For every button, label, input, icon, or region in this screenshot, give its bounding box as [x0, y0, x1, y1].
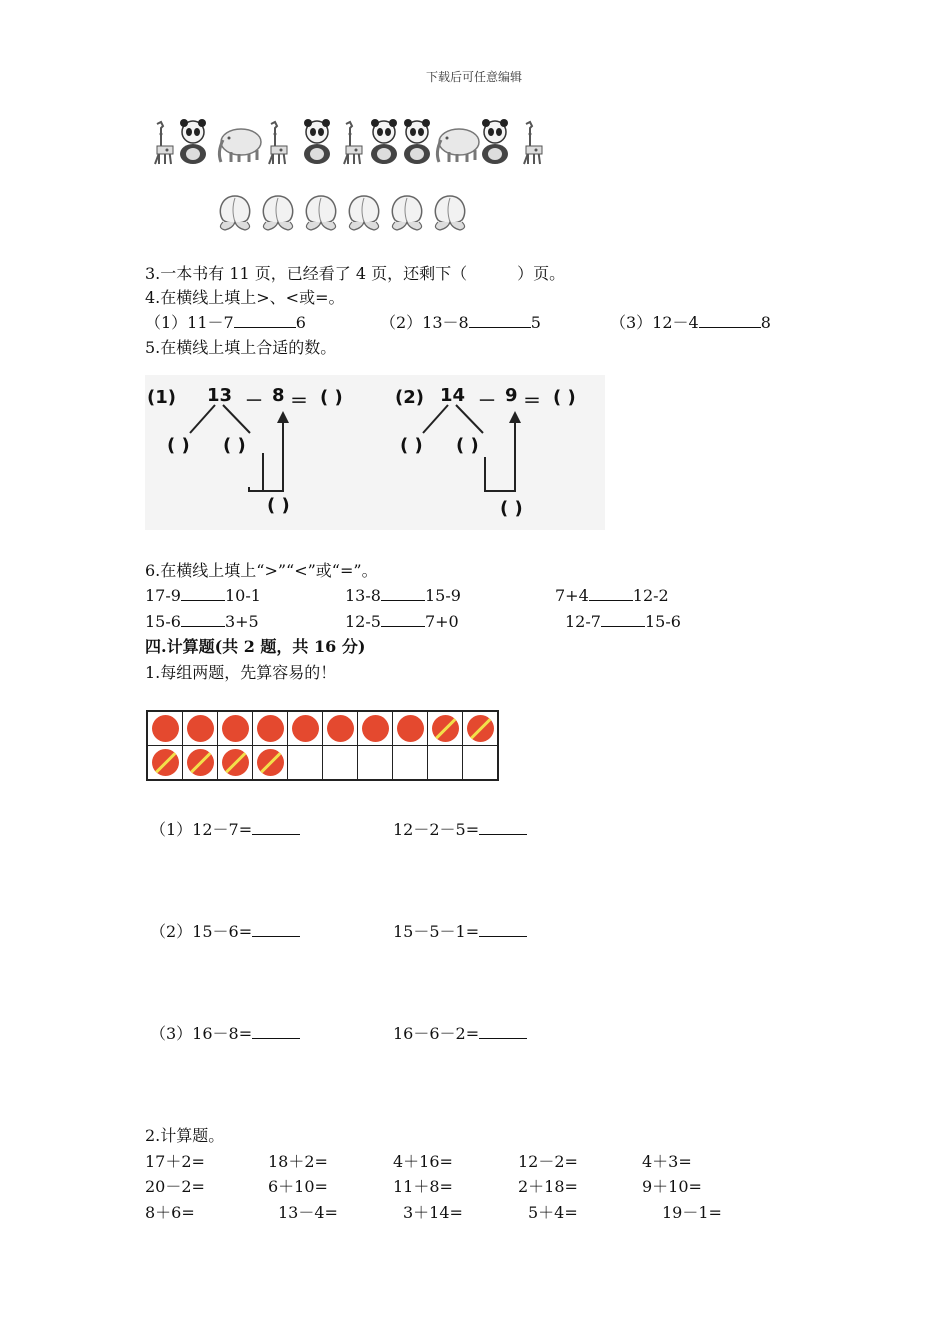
answer-blank[interactable]	[252, 1024, 300, 1039]
calc-item: 6＋10=	[268, 1177, 328, 1196]
peach-row	[215, 192, 475, 234]
calc-problem: 12－2－5=	[393, 820, 527, 840]
grid-cell	[463, 746, 499, 781]
grid-cell	[323, 746, 358, 781]
grid-cell	[183, 746, 218, 781]
page-header: 下载后可任意编辑	[426, 70, 523, 84]
comparison-item: 12-7 15-6	[565, 612, 681, 631]
section-4-title: 四.计算题(共 2 题，共 16 分)	[145, 637, 366, 656]
panda-icon	[371, 119, 397, 164]
grid-cell	[358, 711, 393, 746]
answer-blank[interactable]	[469, 313, 531, 328]
elephant-icon	[437, 129, 479, 162]
calc-item: 17＋2=	[145, 1152, 205, 1171]
diagram-label-2: (2)	[395, 387, 424, 408]
calc-item: 11＋8=	[393, 1177, 453, 1196]
grid-cell	[288, 746, 323, 781]
peach-icon	[392, 196, 421, 230]
answer-blank[interactable]	[479, 1024, 527, 1039]
calc-problem: （3）16－8=	[150, 1024, 300, 1044]
animal-illustration	[145, 118, 550, 168]
comparison-item: 13-8 15-9	[345, 586, 461, 605]
calc-item: 3＋14=	[403, 1203, 463, 1222]
calc-1-title: 1.每组两题，先算容易的！	[145, 663, 337, 682]
grid-cell	[147, 746, 183, 781]
grid-cell	[463, 711, 499, 746]
giraffe-icon	[155, 122, 173, 164]
diagram-result-blank-1[interactable]: ( )	[320, 387, 343, 408]
answer-blank[interactable]	[589, 586, 633, 601]
grid-cell	[218, 711, 253, 746]
elephant-icon	[219, 129, 261, 162]
question-4-item-2: （2）13－8 5	[380, 313, 541, 332]
question-3-text: 3.一本书有 11 页，已经看了 4 页，还剩下（	[145, 264, 468, 283]
giraffe-icon	[524, 122, 542, 164]
diagram-label-1: (1)	[147, 387, 176, 408]
peach-icon	[220, 196, 249, 230]
grid-cell	[393, 711, 428, 746]
diagram-operator-2: －	[478, 391, 496, 412]
animal-row	[145, 118, 550, 168]
grid-cell	[323, 711, 358, 746]
grid-cell	[393, 746, 428, 781]
crossed-counter-icon	[432, 715, 459, 742]
calc-problem: 15－5－1=	[393, 922, 527, 942]
answer-blank[interactable]	[234, 313, 296, 328]
giraffe-icon	[269, 122, 287, 164]
question-3-suffix: ）页。	[517, 264, 566, 283]
grid-cell	[358, 746, 393, 781]
calc-item: 20－2=	[145, 1177, 205, 1196]
answer-blank[interactable]	[381, 612, 425, 627]
question-4-item-1: （1）11－7 6	[145, 313, 306, 332]
counter-icon	[187, 715, 214, 742]
answer-blank[interactable]	[252, 820, 300, 835]
panda-icon	[304, 119, 330, 164]
diagram-minuend-2: 14	[440, 385, 466, 406]
grid-cell	[253, 746, 288, 781]
answer-blank[interactable]	[252, 922, 300, 937]
answer-blank[interactable]	[601, 612, 645, 627]
peach-illustration	[215, 192, 475, 234]
panda-icon	[180, 119, 206, 164]
diagram-operator-1: －	[245, 391, 263, 412]
calc-item: 13－4=	[278, 1203, 338, 1222]
comparison-item: 12-5 7+0	[345, 612, 459, 631]
diagram-subtrahend-1: 8	[272, 385, 285, 406]
grid-cell	[218, 746, 253, 781]
question-6-title: 6.在横线上填上“>”“<”或“=”。	[145, 561, 378, 580]
diagram-subtrahend-2: 9	[505, 385, 518, 406]
grid-cell	[428, 746, 463, 781]
calc-problem: （1）12－7=	[150, 820, 300, 840]
diagram-equals-2: ＝	[523, 391, 541, 412]
decomposition-diagram	[145, 375, 605, 530]
diagram-split-blank[interactable]: ( )	[456, 435, 479, 456]
counter-icon	[152, 715, 179, 742]
diagram-lines	[145, 375, 605, 530]
diagram-split-blank[interactable]: ( )	[400, 435, 423, 456]
crossed-counter-icon	[187, 749, 214, 776]
counter-icon	[257, 715, 284, 742]
counter-grid	[146, 710, 499, 781]
counter-icon	[362, 715, 389, 742]
comparison-item: 15-6 3+5	[145, 612, 259, 631]
answer-blank[interactable]	[181, 586, 225, 601]
calc-item: 4＋16=	[393, 1152, 453, 1171]
grid-cell	[183, 711, 218, 746]
grid-cell	[288, 711, 323, 746]
peach-icon	[349, 196, 378, 230]
diagram-result-blank-2[interactable]: ( )	[553, 387, 576, 408]
counter-icon	[222, 715, 249, 742]
question-4-item-3: （3）12－4 8	[610, 313, 771, 332]
diagram-equals-1: ＝	[290, 391, 308, 412]
diagram-split-blank[interactable]: ( )	[167, 435, 190, 456]
calc-item: 2＋18=	[518, 1177, 578, 1196]
calc-item: 8＋6=	[145, 1203, 195, 1222]
ten-frame-grid	[146, 710, 499, 781]
calc-problem: 16－6－2=	[393, 1024, 527, 1044]
question-5-title: 5.在横线上填上合适的数。	[145, 338, 337, 357]
calc-item: 5＋4=	[528, 1203, 578, 1222]
crossed-counter-icon	[152, 749, 179, 776]
comparison-item: 17-9 10-1	[145, 586, 261, 605]
calc-problem: （2）15－6=	[150, 922, 300, 942]
answer-blank[interactable]	[479, 922, 527, 937]
calc-item: 4＋3=	[642, 1152, 692, 1171]
grid-cell	[253, 711, 288, 746]
crossed-counter-icon	[222, 749, 249, 776]
diagram-split-blank[interactable]: ( )	[223, 435, 246, 456]
question-4-title: 4.在横线上填上>、<或=。	[145, 288, 345, 307]
peach-icon	[306, 196, 335, 230]
counter-icon	[292, 715, 319, 742]
comparison-item: 7+4 12-2	[555, 586, 669, 605]
grid-cell	[428, 711, 463, 746]
peach-icon	[435, 196, 464, 230]
calc-item: 9＋10=	[642, 1177, 702, 1196]
question-3	[145, 264, 565, 284]
giraffe-icon	[344, 122, 362, 164]
panda-icon	[404, 119, 430, 164]
panda-icon	[482, 119, 508, 164]
answer-blank[interactable]	[479, 820, 527, 835]
answer-blank[interactable]	[381, 586, 425, 601]
diagram-minuend-1: 13	[207, 385, 233, 406]
calc-item: 18＋2=	[268, 1152, 328, 1171]
crossed-counter-icon	[467, 715, 494, 742]
calc-item: 19－1=	[662, 1203, 722, 1222]
answer-blank[interactable]	[181, 612, 225, 627]
calc-item: 12－2=	[518, 1152, 578, 1171]
counter-icon	[397, 715, 424, 742]
diagram-bottom-blank[interactable]: ( )	[267, 495, 290, 516]
calc-2-title: 2.计算题。	[145, 1126, 225, 1145]
grid-cell	[147, 711, 183, 746]
counter-icon	[327, 715, 354, 742]
peach-icon	[263, 196, 292, 230]
crossed-counter-icon	[257, 749, 284, 776]
answer-blank[interactable]	[699, 313, 761, 328]
diagram-bottom-blank[interactable]: ( )	[500, 498, 523, 519]
